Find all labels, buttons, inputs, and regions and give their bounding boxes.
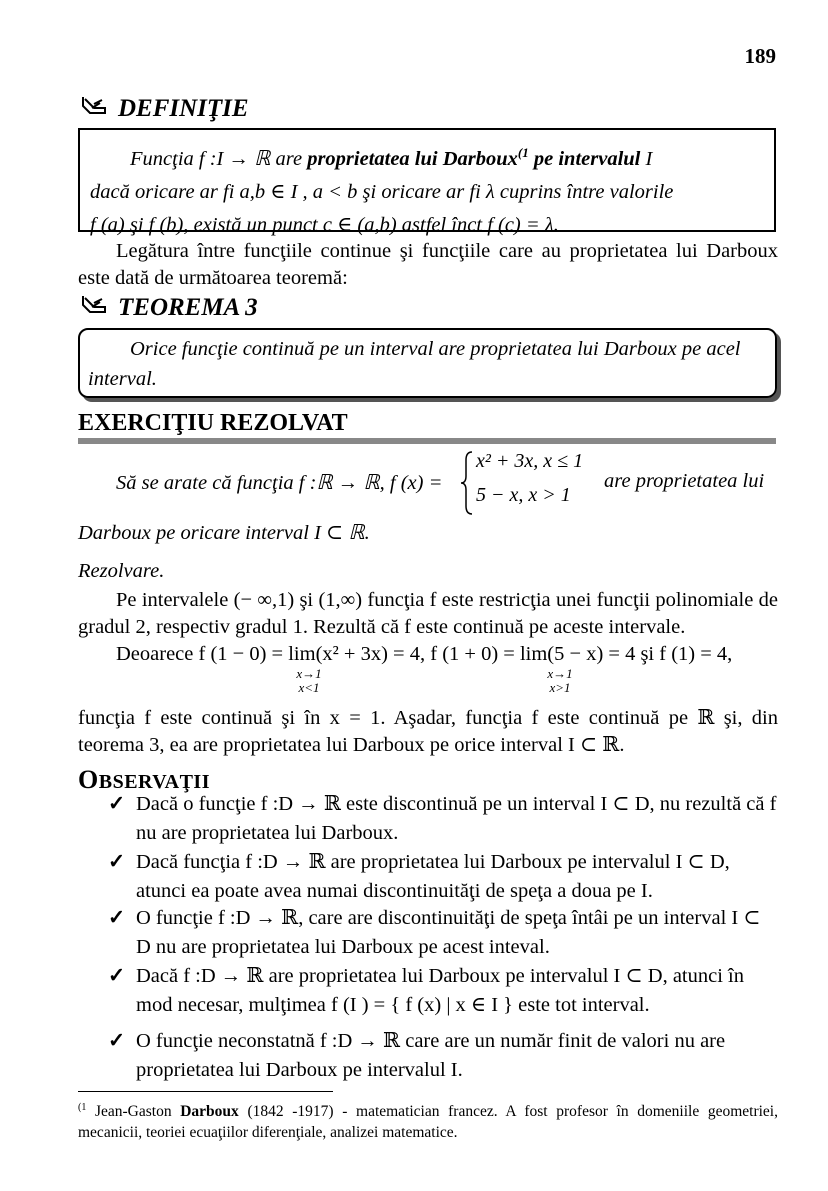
definition-line-2: dacă oricare ar fi a,b ∈ I , a < b şi oricare ar fi λ cuprins între valorile bbox=[90, 180, 674, 203]
theorem-title: TEOREMA 3 bbox=[118, 293, 258, 321]
checkmark-icon: ✓ bbox=[108, 851, 126, 873]
observation-item: ✓ Dacă o funcţie f :D → ℝ este discontinuă pe un interval I ⊂ D, nu rezultă că f nu are proprietatea lui Darboux. bbox=[108, 790, 778, 848]
checkmark-icon: ✓ bbox=[108, 1030, 126, 1052]
exercise-underline bbox=[78, 438, 776, 444]
case-1: x² + 3x, x ≤ 1 bbox=[476, 450, 584, 472]
definition-line-3: f (a) şi f (b), există un punct c ∈ (a,b) astfel înct f (c) = λ. bbox=[90, 213, 559, 236]
theorem-box bbox=[78, 328, 777, 398]
solution-limits-line: Deoarece f (1 − 0) = lim(x² + 3x) = 4, f (1 + 0) = lim(5 − x) = 4 şi f (1) = 4, bbox=[116, 643, 733, 665]
page-number: 189 bbox=[744, 44, 776, 68]
exercise-statement-c: Darboux pe oricare interval I ⊂ ℝ. bbox=[78, 522, 370, 544]
limit-1-subscript: x→1 x<1 bbox=[296, 666, 322, 695]
theorem-text: Orice funcţie continuă pe un interval are proprietatea lui Darboux pe acel interval. bbox=[88, 338, 741, 390]
checkmark-icon: ✓ bbox=[108, 907, 126, 929]
theorem-heading bbox=[80, 293, 258, 322]
exercise-statement-b: are proprietatea lui bbox=[604, 470, 765, 492]
solution-paragraph-1: Pe intervalele (− ∞,1) şi (1,∞) funcţia f este restricţia unei funcţii polinomiale de gradul 2, respectiv gradul 1. Rezultă că f este continuă pe aceste intervale. bbox=[78, 589, 778, 638]
connection-paragraph: Legătura între funcţiile continue şi funcţiile care au proprietatea lui Darboux este dată de următoarea teoremă: bbox=[78, 240, 778, 289]
case-2: 5 − x, x > 1 bbox=[476, 484, 571, 506]
piecewise-function bbox=[460, 450, 610, 516]
observations-title: OBSERVAŢII bbox=[78, 765, 210, 794]
observation-item: ✓ Dacă funcţia f :D → ℝ are proprietatea lui Darboux pe intervalul I ⊂ D, atunci ea poate avea numai discontinuităţi de speţa a doua pe I. bbox=[108, 848, 778, 906]
checkmark-icon: ✓ bbox=[108, 965, 126, 987]
left-brace-icon bbox=[460, 450, 474, 516]
footnote: $^{(1}$ Jean-Gaston Darboux (1842 -1917) - matematician francez. A fost profesor în domeniile geometriei, mecanicii, teoriei ecuaţiilor diferenţiale, analizei matematice. bbox=[78, 1102, 778, 1142]
exercise-title: EXERCIŢIU REZOLVAT bbox=[78, 410, 348, 436]
observation-item: ✓ O funcţie f :D → ℝ, care are discontinuităţi de speţa întâi pe un interval I ⊂ D nu are proprietatea lui Darboux pe acest inteval. bbox=[108, 904, 778, 962]
solution-paragraph-3: funcţia f este continuă şi în x = 1. Aşadar, funcţia f este continuă pe ℝ şi, din teorema 3, ea are proprietatea lui Darboux pe orice interval I ⊂ ℝ. bbox=[78, 707, 778, 756]
definition-heading bbox=[80, 94, 249, 123]
pointing-hand-icon bbox=[80, 94, 110, 123]
definition-box bbox=[78, 128, 776, 236]
limit-2-subscript: x→1 x>1 bbox=[547, 666, 573, 695]
pointing-hand-icon bbox=[80, 293, 110, 322]
observation-item: ✓ Dacă f :D → ℝ are proprietatea lui Darboux pe intervalul I ⊂ D, atunci în mod necesar, mulţimea f (I ) = { f (x) | x ∈ I } este tot interval. bbox=[108, 962, 778, 1020]
observation-item: ✓ O funcţie neconstatnă f :D → ℝ care are un număr finit de valori nu are proprietatea lui Darboux pe intervalul I. bbox=[108, 1027, 778, 1085]
checkmark-icon: ✓ bbox=[108, 793, 126, 815]
exercise-statement-a: Să se arate că funcţia f :ℝ → ℝ, f (x) = bbox=[116, 472, 443, 494]
solution-label: Rezolvare. bbox=[78, 560, 165, 582]
definition-line-1: Funcţia f :I → ℝ are proprietatea lui Darboux$^{(1}$ pe intervalul I bbox=[130, 145, 653, 170]
footnote-separator bbox=[78, 1091, 333, 1092]
definition-title: DEFINIŢIE bbox=[118, 94, 249, 122]
